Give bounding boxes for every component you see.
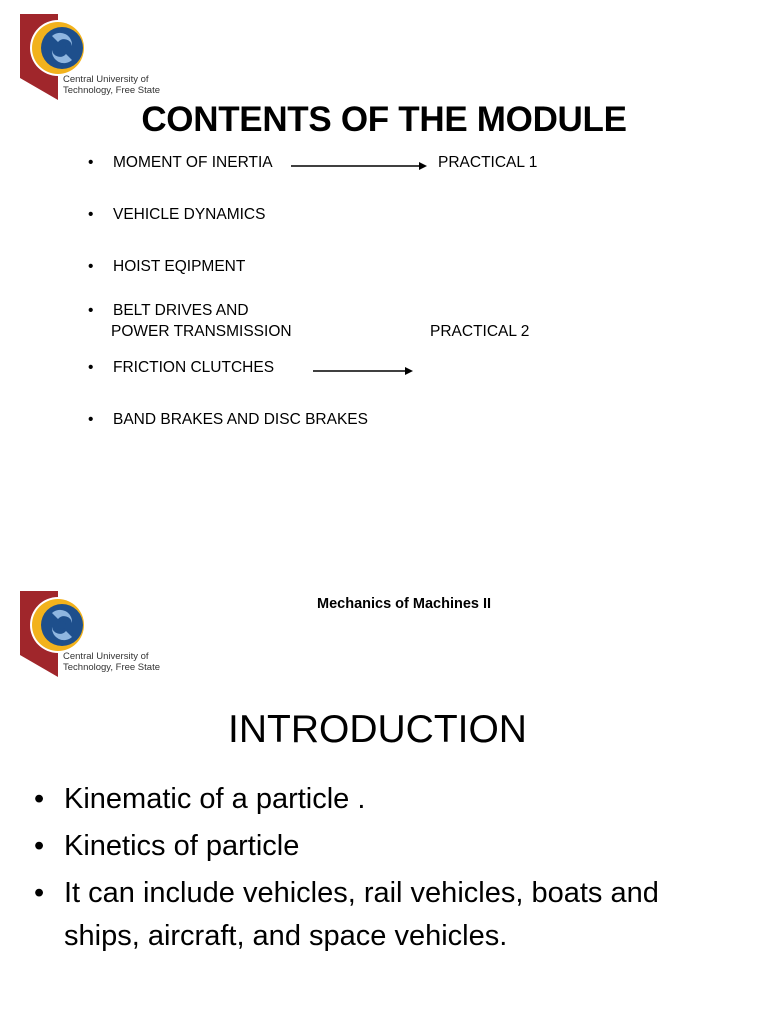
list-item-text: POWER TRANSMISSION (111, 323, 292, 340)
university-name-line2: Technology, Free State (63, 85, 160, 96)
right-arrow-icon (290, 160, 430, 172)
right-arrow-icon (312, 365, 416, 377)
course-title: Mechanics of Machines II (317, 596, 492, 612)
practical-label: PRACTICAL 1 (438, 154, 538, 171)
slide-introduction (0, 580, 768, 1024)
bullet-icon: • (34, 783, 45, 815)
university-name-line2: Technology, Free State (63, 662, 160, 673)
list-item (34, 825, 734, 868)
list-item-text: MOMENT OF INERTIA (113, 154, 273, 171)
list-item-text: FRICTION CLUTCHES (113, 359, 275, 376)
university-name-line1: Central University of (63, 651, 149, 662)
slide-title: INTRODUCTION (228, 708, 527, 751)
list-item-text: It can include vehicles, rail vehicles, boats and ships, aircraft, and space vehicles. (64, 877, 659, 952)
university-logo (18, 12, 168, 102)
list-item-text: Kinetics of particle (64, 830, 300, 862)
bullet-icon: • (88, 206, 94, 223)
university-name (63, 651, 160, 673)
bullet-icon: • (34, 830, 45, 862)
list-item-text: BELT DRIVES AND (113, 302, 249, 319)
university-logo (18, 589, 168, 679)
bullet-icon: • (88, 302, 94, 319)
list-item (34, 872, 734, 958)
list-item (34, 778, 734, 821)
list-item-text: HOIST EQIPMENT (113, 258, 246, 275)
bullet-icon: • (88, 411, 94, 428)
list-item-text: VEHICLE DYNAMICS (113, 206, 266, 223)
bullet-icon: • (88, 154, 94, 171)
bullet-icon: • (88, 258, 94, 275)
practical-label: PRACTICAL 2 (430, 323, 530, 340)
list-item-text: Kinematic of a particle . (64, 783, 366, 815)
list-item-text: BAND BRAKES AND DISC BRAKES (113, 411, 368, 428)
university-name-line1: Central University of (63, 74, 149, 85)
bullet-icon: • (88, 359, 94, 376)
slide-title: CONTENTS OF THE MODULE (141, 100, 627, 139)
intro-list (34, 778, 734, 958)
bullet-icon: • (34, 877, 45, 909)
university-name (63, 74, 160, 96)
